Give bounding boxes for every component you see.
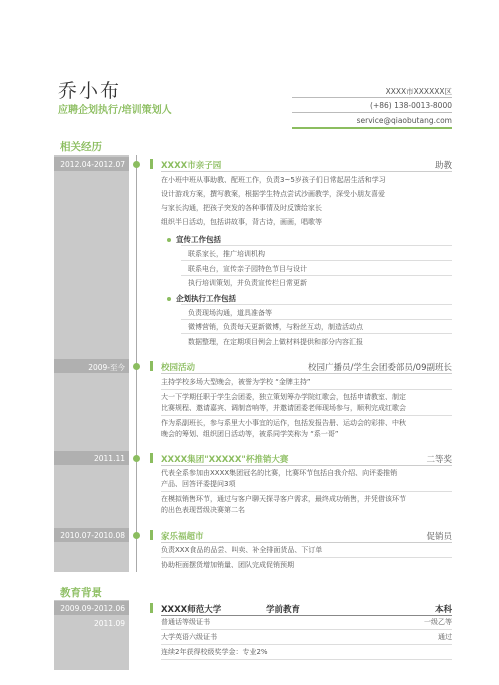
exp1-org: XXXX市亲子园 — [161, 161, 222, 171]
edu-divider — [161, 615, 452, 616]
exp2-org: 校园活动 — [161, 363, 196, 373]
sub-divider — [181, 333, 452, 334]
edu-row-value: 通过 — [438, 633, 452, 641]
org-divider — [161, 171, 452, 172]
contact-divider — [292, 112, 452, 113]
exp1-line: 设计游戏方案，撰写教案，根据学生特点尝试沙画教学，深受小朋友喜爱 — [161, 190, 385, 198]
exp1-sub2-item: 负责现场沟通，道具准备等 — [188, 309, 272, 317]
edu-row-label: 普通话等级证书 — [161, 618, 210, 626]
edu-row-label: 连续2年获得校级奖学金：专业2% — [161, 648, 268, 656]
exp1-sub1-title: 宣传工作包括 — [176, 235, 221, 244]
row-divider — [161, 659, 452, 660]
edu-row-value: 一级乙等 — [424, 618, 452, 626]
edu-row-label: 大学英语六级证书 — [161, 633, 217, 641]
email[interactable]: service@qiaobutang.com — [356, 116, 452, 125]
entry-marker — [150, 159, 153, 169]
line-divider — [161, 491, 452, 492]
edu-date: 2009.09-2012.06 — [60, 604, 125, 613]
education-section-title: 教育背景 — [60, 587, 102, 599]
exp3-line: 代表全系参加由XXXX集团冠名的比赛，比赛环节包括自我介绍、向评委推销 — [161, 469, 398, 477]
timeline-dot — [133, 363, 140, 370]
exp1-sub1-item: 联系电台，宣传亲子园特色节目与设计 — [188, 265, 307, 273]
org-divider — [161, 542, 452, 543]
contact-accent-line — [292, 127, 452, 129]
exp4-position: 促销员 — [426, 532, 452, 542]
exp1-sub2-item: 微博营销，负责每天更新微博，与粉丝互动，制造活动点 — [188, 323, 363, 331]
bullet-icon — [167, 238, 171, 242]
exp2-line: 大一下学期任职于学生会团委，独立策划筹办学院红歌会，包括申请教室、制定 — [161, 393, 406, 401]
exp2-line: 比赛规程、邀请嘉宾、调制音响等，并邀请团委老师现场参与，顺利完成红歌会 — [161, 404, 406, 412]
sub-divider — [181, 319, 452, 320]
entry-marker — [150, 530, 153, 540]
exp1-sub1-item: 联系家长，推广培训机构 — [188, 250, 265, 258]
edu-degree: 本科 — [434, 605, 452, 615]
entry-marker — [150, 453, 153, 463]
bullet-icon — [167, 297, 171, 301]
exp4-org: 家乐福超市 — [161, 532, 204, 542]
entry-marker — [150, 603, 153, 613]
contact-divider — [292, 97, 452, 98]
address: XXXX市XXXXXX区 — [385, 87, 452, 96]
exp1-sub1-item: 执行培训策划，并负责宣传栏日常更新 — [188, 279, 307, 287]
exp1-date: 2012.04-2012.07 — [60, 160, 125, 169]
applied-role: 应聘企划执行/培训策划人 — [58, 105, 172, 116]
exp2-date: 2009-至今 — [88, 363, 125, 372]
entry-marker — [150, 361, 153, 371]
exp4-line: 负责XXX食品的品尝、叫卖、补全排面货品、下订单 — [161, 546, 323, 554]
exp3-line: 产品、回答评委提问3项 — [161, 480, 236, 488]
exp1-sub2-title: 企划执行工作包括 — [176, 294, 236, 303]
timeline-dot — [133, 455, 140, 462]
exp2-line: 主持学校多场大型晚会，被誉为学校 “金牌主持” — [161, 378, 311, 386]
exp1-sub2-item: 数据整理，在定期项目例会上做材料提供和部分内容汇报 — [188, 338, 363, 346]
exp3-line: 在模拟销售环节，通过与客户聊天探寻客户需求，最终成功销售，并凭借该环节 — [161, 495, 406, 503]
timeline-dot — [133, 532, 140, 539]
exp1-position: 助教 — [434, 161, 452, 171]
exp3-line: 的出色表现晋级决赛第二名 — [161, 506, 245, 514]
edu-school: XXXX师范大学 — [161, 605, 222, 615]
line-divider — [161, 557, 452, 558]
line-divider — [161, 415, 452, 416]
exp3-date: 2011.11 — [93, 454, 125, 463]
edu-date-secondary: 2011.09 — [93, 619, 125, 628]
exp2-position: 校园广播员/学生会团委部员/09副班长 — [307, 363, 452, 373]
org-divider — [161, 373, 452, 374]
exp3-position: 二等奖 — [426, 455, 452, 465]
row-divider — [161, 644, 452, 645]
exp1-line: 在小班中班从事助教、配班工作，负责3~5岁孩子们日常起居生活和学习 — [161, 176, 386, 184]
sub-divider — [181, 260, 452, 261]
exp4-date: 2010.07-2010.08 — [60, 531, 125, 540]
exp2-line: 晚会的筹划、组织团日活动等，被系同学笑称为 “系一哥” — [161, 430, 339, 438]
experience-section-title: 相关经历 — [60, 141, 102, 153]
row-divider — [161, 629, 452, 630]
sub-divider — [181, 304, 452, 305]
org-divider — [161, 465, 452, 466]
phone: (+86) 138-0013-8000 — [370, 101, 452, 110]
exp3-org: XXXX集团"XXXXX"杯推销大赛 — [161, 455, 289, 465]
exp1-line: 组织半日活动，包括讲故事，背古诗，画画，唱歌等 — [161, 218, 322, 226]
sub-divider — [181, 245, 452, 246]
edu-major: 学前教育 — [266, 605, 301, 615]
timeline-dot — [133, 161, 140, 168]
sub-divider — [181, 275, 452, 276]
line-divider — [161, 389, 452, 390]
exp4-line: 协助柜面摆货增加销量、团队完成促销预期 — [161, 561, 294, 569]
exp2-line: 作为系副班长，参与系里大小事宜的运作，包括发报告册、运动会的彩排、中秋 — [161, 419, 406, 427]
candidate-name: 乔小布 — [58, 80, 122, 102]
exp1-line: 与家长沟通，把孩子突发的各种事情及时反馈给家长 — [161, 204, 322, 212]
